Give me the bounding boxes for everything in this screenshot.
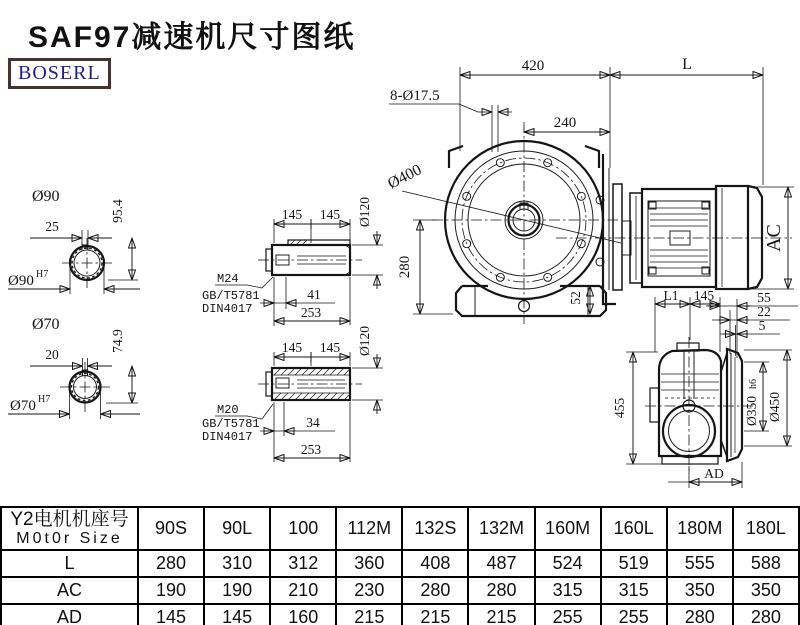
motor-side-view	[556, 186, 794, 289]
col-100: 100	[270, 507, 336, 550]
label-std-din-top: DIN4017	[202, 302, 253, 316]
header-motor-size	[1, 507, 138, 550]
dim-41: 41	[307, 287, 321, 302]
label-std-gb-bottom: GB/T5781	[202, 417, 260, 431]
dim-420: 420	[521, 58, 545, 74]
dim-bore-70-tol: H7	[38, 394, 51, 405]
col-180L: 180L	[733, 507, 799, 550]
dim-spigot-350: Ø350	[744, 396, 759, 426]
dim-280: 280	[397, 255, 413, 279]
dim-145c: 145	[281, 340, 303, 355]
label-std-gb-top: GB/T5781	[202, 289, 260, 303]
cell: 315	[535, 577, 601, 604]
dim-flange-dia: Ø400	[385, 161, 425, 193]
cell: 215	[402, 604, 468, 625]
cell: 160	[270, 604, 336, 625]
dim-bolt-holes: 8-Ø17.5	[390, 88, 440, 104]
col-160L: 160L	[601, 507, 667, 550]
cell: 215	[468, 604, 534, 625]
dim-L1: L1	[663, 288, 679, 303]
cell: 255	[601, 604, 667, 625]
dim-52: 52	[568, 291, 583, 305]
cell: 255	[535, 604, 601, 625]
col-90L: 90L	[204, 507, 270, 550]
row-label-L: L	[1, 550, 138, 577]
dim-253-top: 253	[300, 305, 322, 320]
col-90S: 90S	[138, 507, 204, 550]
dim-34: 34	[306, 415, 320, 430]
cell: 524	[535, 550, 601, 577]
cell: 230	[336, 577, 402, 604]
dim-spigot-350-tol: h6	[748, 379, 759, 389]
header-cn: Y2电机机座号	[10, 509, 129, 530]
dim-455: 455	[612, 397, 627, 419]
cell: 487	[468, 550, 534, 577]
page-title: SAF97减速机尺寸图纸	[28, 21, 356, 54]
label-std-din-bottom: DIN4017	[202, 430, 253, 444]
cell: 190	[204, 577, 270, 604]
cell: 312	[270, 550, 336, 577]
shaft-section-top	[202, 197, 383, 326]
cell: 280	[733, 604, 799, 625]
cell: 280	[138, 550, 204, 577]
dim-145a: 145	[281, 207, 303, 222]
col-180M: 180M	[667, 507, 733, 550]
cell: 350	[733, 577, 799, 604]
side-ribs	[661, 374, 719, 390]
table-header-row	[1, 507, 799, 550]
col-132S: 132S	[402, 507, 468, 550]
shaft-end-view-70	[8, 316, 140, 419]
shaft-end-view-90	[8, 188, 140, 294]
cell: 210	[270, 577, 336, 604]
dim-L: L	[682, 56, 692, 73]
label-dia-90: Ø90	[32, 188, 60, 205]
dim-253-bottom: 253	[300, 442, 322, 457]
dim-145-side: 145	[693, 288, 715, 303]
cell: 145	[204, 604, 270, 625]
col-132M: 132M	[468, 507, 534, 550]
dim-95-4: 95.4	[110, 199, 125, 223]
dim-145b: 145	[319, 207, 341, 222]
cell: 408	[402, 550, 468, 577]
row-label-AD: AD	[1, 604, 138, 625]
dim-bore-70: Ø70	[10, 398, 36, 414]
table-row-AD	[1, 604, 799, 625]
cell: 350	[667, 577, 733, 604]
cell: 280	[667, 604, 733, 625]
dim-AD: AD	[704, 466, 724, 481]
cell: 215	[336, 604, 402, 625]
dimension-table	[0, 506, 800, 625]
dim-145d: 145	[319, 340, 341, 355]
label-thread-m20: M20	[217, 403, 239, 417]
cell: 519	[601, 550, 667, 577]
row-label-AC: AC	[1, 577, 138, 604]
dim-dia-120-bottom: Ø120	[357, 326, 372, 356]
dim-240: 240	[553, 115, 577, 131]
brand-logo-text: BOSERL	[18, 62, 101, 84]
header-en: M0t0r Size	[16, 530, 123, 547]
dim-74-9: 74.9	[110, 329, 125, 353]
cell: 280	[402, 577, 468, 604]
dim-flange-450: Ø450	[767, 392, 782, 422]
cell: 555	[667, 550, 733, 577]
cell: 280	[468, 577, 534, 604]
cell: 145	[138, 604, 204, 625]
dim-bore-90: Ø90	[8, 273, 34, 289]
label-thread-m24: M24	[217, 272, 239, 286]
side-view	[612, 288, 798, 488]
dim-bore-90-tol: H7	[36, 269, 49, 280]
dim-22: 22	[757, 304, 771, 319]
dim-key-20: 20	[45, 347, 59, 362]
shaft-section-bottom	[202, 326, 383, 462]
cell: 315	[601, 577, 667, 604]
cell: 310	[204, 550, 270, 577]
dim-5: 5	[758, 318, 766, 333]
col-160M: 160M	[535, 507, 601, 550]
cell: 190	[138, 577, 204, 604]
table-row-AC	[1, 577, 799, 604]
col-112M: 112M	[336, 507, 402, 550]
dim-key-25: 25	[45, 219, 59, 234]
dim-dia-120-top: Ø120	[357, 197, 372, 227]
label-dia-70: Ø70	[32, 316, 60, 333]
table-row-L	[1, 550, 799, 577]
dim-AC: AC	[763, 224, 785, 252]
cell: 588	[733, 550, 799, 577]
dim-55: 55	[757, 290, 771, 305]
cell: 360	[336, 550, 402, 577]
